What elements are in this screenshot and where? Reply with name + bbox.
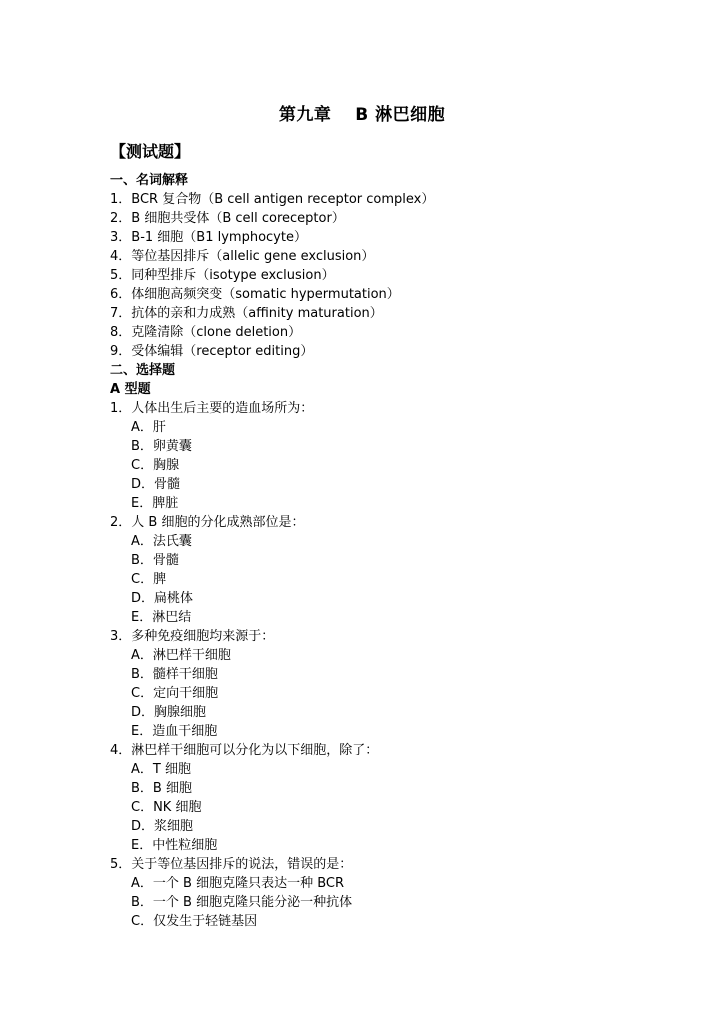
answer-option: B．一个 B 细胞克隆只能分泌一种抗体: [131, 895, 353, 910]
term-item: 1．BCR 复合物（B cell antigen receptor complex）: [110, 192, 435, 207]
question-stem: 3．多种免疫细胞均来源于：: [110, 629, 275, 644]
answer-option: C．NK 细胞: [131, 800, 202, 815]
term-item: 5．同种型排斥（isotype exclusion）: [110, 268, 335, 283]
question-stem: 5．关于等位基因排斥的说法，错误的是：: [110, 857, 353, 872]
term-item: 7．抗体的亲和力成熟（affinity maturation）: [110, 306, 383, 321]
term-item: 8．克隆清除（clone deletion）: [110, 325, 302, 340]
part2-heading: 二、选择题: [110, 363, 176, 378]
answer-option: A．T 细胞: [131, 762, 191, 777]
content-body: [110, 171, 710, 931]
question-type-heading: A 型题: [110, 382, 151, 397]
answer-option: A．法氏囊: [131, 534, 192, 549]
term-item: 2．B 细胞共受体（B cell coreceptor）: [110, 211, 345, 226]
question-stem: 1．人体出生后主要的造血场所为：: [110, 401, 314, 416]
answer-option: E．中性粒细胞: [131, 838, 218, 853]
answer-option: D．浆细胞: [131, 819, 194, 834]
answer-option: C．定向干细胞: [131, 686, 219, 701]
section-heading: 【测试题】: [110, 142, 191, 161]
answer-option: D．骨髓: [131, 477, 181, 492]
answer-option: B．卵黄囊: [131, 439, 192, 454]
answer-option: E．脾脏: [131, 496, 179, 511]
answer-option: A．淋巴样干细胞: [131, 648, 231, 663]
answer-option: C．脾: [131, 572, 167, 587]
answer-option: D．扁桃体: [131, 591, 194, 606]
term-item: 3．B-1 细胞（B1 lymphocyte）: [110, 230, 307, 245]
term-item: 4．等位基因排斥（allelic gene exclusion）: [110, 249, 375, 264]
answer-option: A．肝: [131, 420, 166, 435]
answer-option: D．胸腺细胞: [131, 705, 207, 720]
answer-option: A．一个 B 细胞克隆只表达一种 BCR: [131, 876, 345, 891]
answer-option: B．骨髓: [131, 553, 179, 568]
question-stem: 4．淋巴样干细胞可以分化为以下细胞，除了：: [110, 743, 379, 758]
term-item: 6．体细胞高频突变（somatic hypermutation）: [110, 287, 400, 302]
part1-heading: 一、名词解释: [110, 173, 189, 188]
answer-option: E．淋巴结: [131, 610, 192, 625]
answer-option: B．髓样干细胞: [131, 667, 218, 682]
question-stem: 2．人 B 细胞的分化成熟部位是：: [110, 515, 305, 530]
term-item: 9．受体编辑（receptor editing）: [110, 344, 314, 359]
answer-option: E．造血干细胞: [131, 724, 218, 739]
chapter-title: 第九章 B 淋巴细胞: [278, 105, 446, 125]
answer-option: C．胸腺: [131, 458, 180, 473]
answer-option: C．仅发生于轻链基因: [131, 914, 258, 929]
answer-option: B．B 细胞: [131, 781, 192, 796]
